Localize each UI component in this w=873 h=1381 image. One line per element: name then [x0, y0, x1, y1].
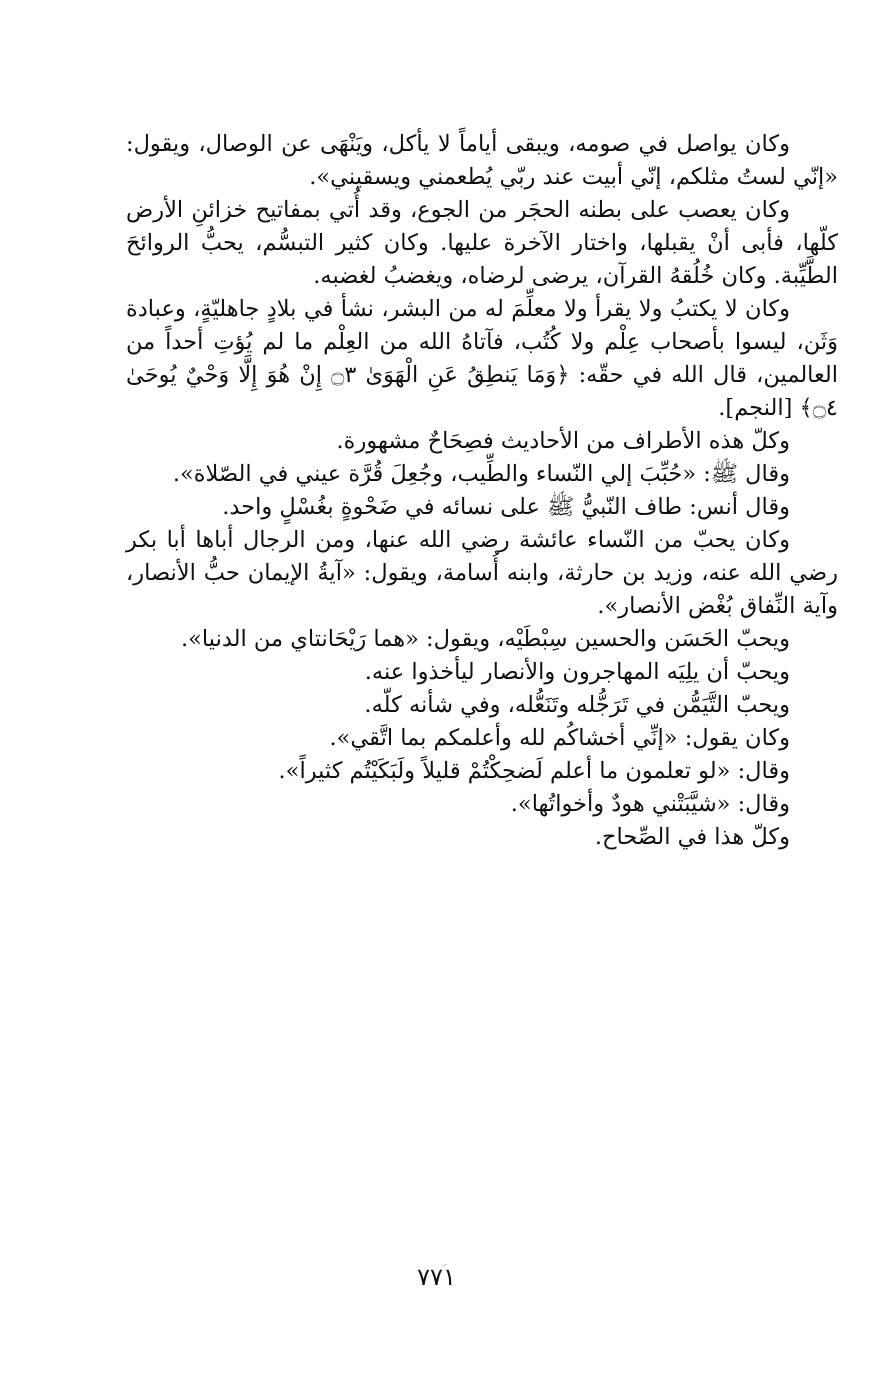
paragraph-laugh-weep: وقال: «لو تعلمون ما أعلم لَضحِكْتُمْ قليلاً ولَبَكَيْتُم كثيراً». — [278, 758, 790, 784]
page-number: ٧٧١ — [417, 1263, 456, 1291]
paragraph-hunger: وكان يعصب على بطنه الحجَر من الجوع، وقد أُتي بمفاتيح خزائنِ الأرض كلّها، فأبى أنْ يقبلها، واختار الآخرة عليها. وكان كثير التبسُّم، يحبُّ الروائحَ الطَّيِّبة. وكان خُلُقهُ القرآن، يرضى لرضاه، ويغضبُ لغضبه. — [126, 197, 838, 289]
paragraph-khashyah: وكان يقول: «إنِّي أخشاكُم لله وأعلمكم بما اتَّقي». — [329, 725, 790, 751]
paragraph-hasan-husain: ويحبّ الحَسَن والحسين سِبْطَيْه، ويقول: «هما رَيْحَانتاي من الدنيا». — [181, 626, 790, 652]
paragraph-sahih-closing: وكلّ هذا في الصِّحاح. — [594, 824, 790, 850]
body-text — [126, 128, 838, 854]
paragraph-anas: وقال أنس: طاف النّبيُّ ﷺ على نسائه في ضَحْوةٍ بغُسْلٍ واحد. — [222, 494, 790, 520]
paragraph-aisha: وكان يحبّ من النّساء عائشة رضي الله عنها، ومن الرجال أباها أبا بكر رضي الله عنه، وزيد بن حارثة، وابنه أُسامة، ويقول: «آيةُ الإيمان حبُّ الأنصار، وآية النِّفاق بُغْض الأنصار». — [126, 527, 838, 619]
paragraph-muhajirun: ويحبّ أن يلِيَه المهاجرون والأنصار ليأخذوا عنه. — [364, 659, 790, 685]
paragraph-hud: وقال: «شيَّبَتْني هودٌ وأخواتُها». — [510, 791, 790, 817]
paragraph-fasting: وكان يواصل في صومه، ويبقى أياماً لا يأكل، ويَنْهَى عن الوصال، ويقول: «إنّي لستُ مثلكم، إنّي أبيت عند ربّي يُطعمني ويسقيني». — [126, 131, 838, 190]
paragraph-sahih-note: وكلّ هذه الأطراف من الأحاديث فصِحَاحٌ مشهورة. — [336, 428, 790, 454]
paragraph-hadith-prayer: وقال ﷺ: «حُبِّبَ إلي النّساء والطِّيب، وجُعِلَ قُرَّة عيني في الصّلاة». — [172, 461, 790, 487]
paragraph-tayammun: ويحبّ التَّيَمُّن في تَرَجُّله وتَنَعُّله، وفي شأنه كلّه. — [364, 692, 790, 718]
paragraph-unlettered: وكان لا يكتبُ ولا يقرأ ولا معلِّمَ له من البشر، نشأ في بلادٍ جاهليّةٍ، وعبادة وَثَن، ليسوا بأصحاب عِلْم ولا كُتُب، فآتاهُ الله من العِلْم ما لم يُؤتِ أحداً من العالمين، قال الله في حقّه: ﴿وَمَا يَنطِقُ عَنِ الْهَوَىٰ ۝٣ إِنْ هُوَ إِلَّا وَحْيٌ يُوحَىٰ ۝٤﴾ [النجم]. — [126, 296, 838, 421]
